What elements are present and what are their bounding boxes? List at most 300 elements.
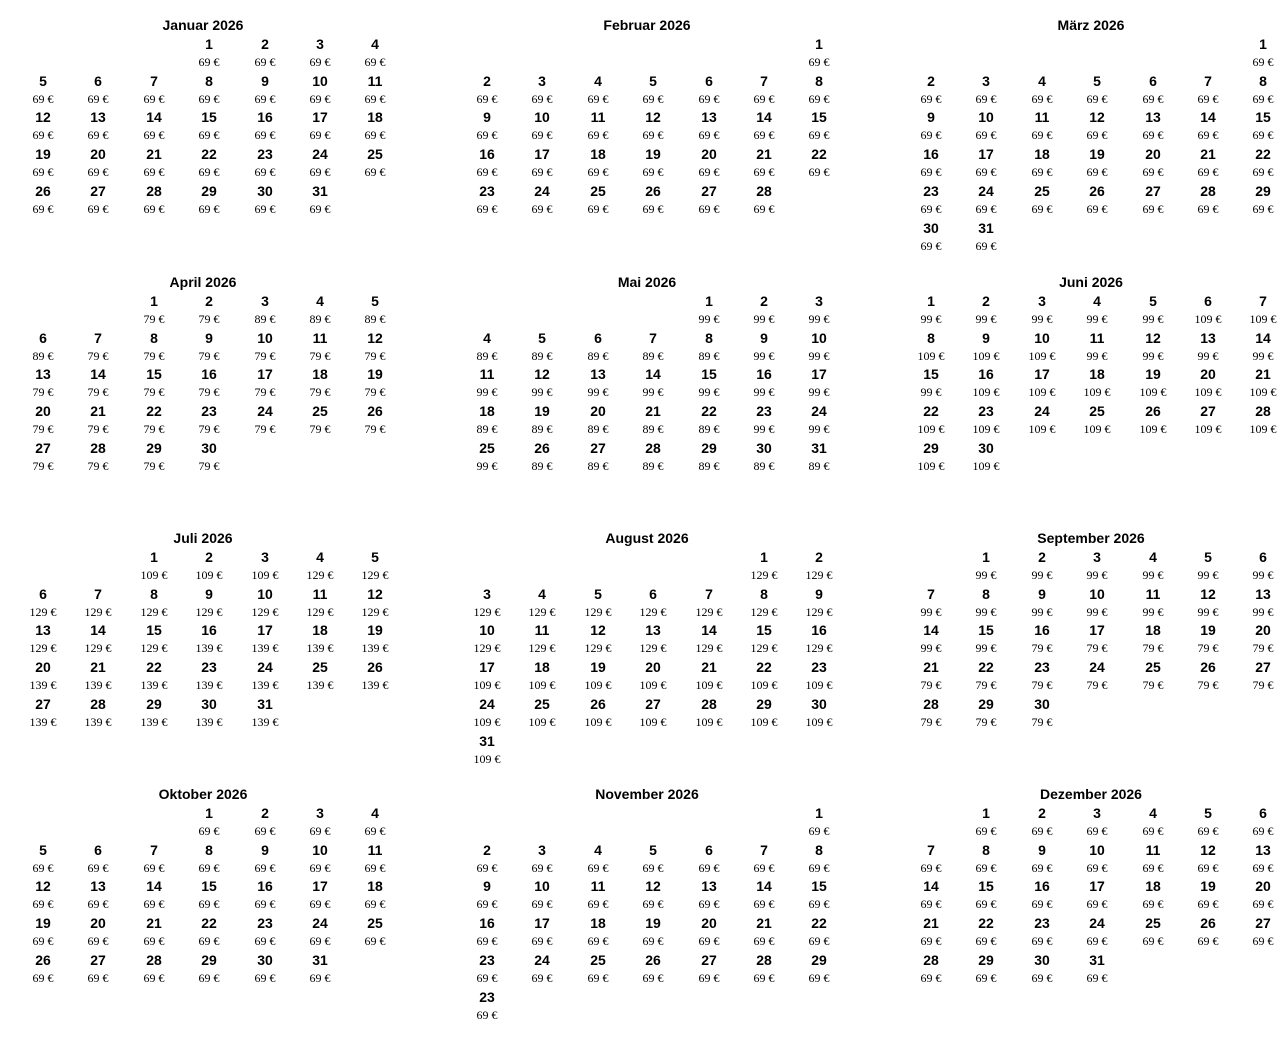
day-price: 69 € xyxy=(920,239,942,253)
day-number: 2 xyxy=(1038,805,1046,821)
day-number: 23 xyxy=(479,183,495,199)
day-price: 99 € xyxy=(1142,349,1164,363)
day-number: 20 xyxy=(590,403,606,419)
day-number: 27 xyxy=(1255,915,1271,931)
day-number: 6 xyxy=(1149,73,1157,89)
day-price: 69 € xyxy=(254,971,276,985)
day-number: 26 xyxy=(645,952,661,968)
day-number: 25 xyxy=(1145,915,1161,931)
day-number: 14 xyxy=(1255,330,1271,346)
month-title: November 2026 xyxy=(595,786,699,802)
day-number: 26 xyxy=(1145,403,1161,419)
day-price: 69 € xyxy=(1086,861,1108,875)
day-price: 69 € xyxy=(1142,861,1164,875)
day-number: 24 xyxy=(534,183,550,199)
day-number: 26 xyxy=(1200,915,1216,931)
day-number: 14 xyxy=(756,878,772,894)
day-price: 109 € xyxy=(750,678,778,692)
day-price: 79 € xyxy=(143,459,165,473)
day-price: 69 € xyxy=(32,165,54,179)
day-number: 28 xyxy=(1200,183,1216,199)
day-number: 24 xyxy=(811,403,827,419)
day-price: 69 € xyxy=(975,934,997,948)
day-number: 9 xyxy=(760,330,768,346)
day-price: 79 € xyxy=(1197,641,1219,655)
day-price: 109 € xyxy=(195,568,223,582)
day-price: 129 € xyxy=(473,641,501,655)
day-price: 69 € xyxy=(309,824,331,838)
day-price: 79 € xyxy=(87,459,109,473)
day-number: 4 xyxy=(316,293,324,309)
day-price: 69 € xyxy=(1142,128,1164,142)
day-price: 69 € xyxy=(920,861,942,875)
day-number: 14 xyxy=(645,366,661,382)
day-number: 24 xyxy=(312,146,328,162)
day-price: 109 € xyxy=(695,678,723,692)
day-number: 6 xyxy=(649,586,657,602)
day-price: 69 € xyxy=(198,165,220,179)
day-number: 23 xyxy=(923,183,939,199)
day-price: 79 € xyxy=(1031,641,1053,655)
day-number: 3 xyxy=(316,36,324,52)
day-number: 13 xyxy=(35,622,51,638)
day-price: 109 € xyxy=(1139,422,1167,436)
day-number: 2 xyxy=(483,73,491,89)
day-number: 15 xyxy=(1255,109,1271,125)
day-price: 79 € xyxy=(1086,678,1108,692)
day-number: 6 xyxy=(94,73,102,89)
day-number: 25 xyxy=(590,952,606,968)
day-number: 11 xyxy=(1145,586,1161,602)
day-number: 21 xyxy=(146,146,162,162)
day-number: 3 xyxy=(538,842,546,858)
day-number: 1 xyxy=(760,549,768,565)
day-price: 69 € xyxy=(1086,971,1108,985)
day-number: 5 xyxy=(1093,73,1101,89)
day-number: 3 xyxy=(1038,293,1046,309)
day-price: 79 € xyxy=(143,349,165,363)
day-price: 69 € xyxy=(808,934,830,948)
day-number: 25 xyxy=(1089,403,1105,419)
day-number: 31 xyxy=(312,952,328,968)
day-number: 24 xyxy=(479,696,495,712)
day-number: 24 xyxy=(1089,915,1105,931)
day-number: 2 xyxy=(483,842,491,858)
day-number: 15 xyxy=(701,366,717,382)
day-price: 69 € xyxy=(975,239,997,253)
day-price: 69 € xyxy=(1197,824,1219,838)
day-number: 11 xyxy=(1034,109,1050,125)
day-price: 69 € xyxy=(642,971,664,985)
day-price: 109 € xyxy=(1139,385,1167,399)
day-number: 28 xyxy=(701,696,717,712)
day-price: 109 € xyxy=(1028,349,1056,363)
day-price: 69 € xyxy=(364,165,386,179)
day-number: 24 xyxy=(978,183,994,199)
day-price: 69 € xyxy=(198,824,220,838)
day-price: 69 € xyxy=(309,861,331,875)
day-number: 26 xyxy=(35,952,51,968)
day-price: 89 € xyxy=(808,459,830,473)
day-number: 3 xyxy=(261,549,269,565)
day-price: 89 € xyxy=(476,349,498,363)
day-price: 69 € xyxy=(198,971,220,985)
day-price: 69 € xyxy=(531,165,553,179)
day-number: 16 xyxy=(978,366,994,382)
month-title: Mai 2026 xyxy=(617,274,677,290)
day-number: 23 xyxy=(1034,659,1050,675)
day-price: 79 € xyxy=(364,385,386,399)
day-number: 1 xyxy=(927,293,935,309)
day-number: 22 xyxy=(201,146,217,162)
day-number: 28 xyxy=(645,440,661,456)
day-number: 11 xyxy=(1089,330,1105,346)
day-price: 139 € xyxy=(140,678,168,692)
day-price: 69 € xyxy=(642,897,664,911)
day-number: 22 xyxy=(201,915,217,931)
day-number: 9 xyxy=(1038,586,1046,602)
day-price: 69 € xyxy=(642,92,664,106)
day-number: 9 xyxy=(205,586,213,602)
day-number: 24 xyxy=(312,915,328,931)
day-price: 99 € xyxy=(1086,349,1108,363)
day-price: 69 € xyxy=(198,92,220,106)
day-price: 69 € xyxy=(753,934,775,948)
day-price: 69 € xyxy=(476,202,498,216)
day-number: 8 xyxy=(205,73,213,89)
day-number: 18 xyxy=(367,109,383,125)
day-price: 99 € xyxy=(920,605,942,619)
day-number: 19 xyxy=(1200,878,1216,894)
day-price: 69 € xyxy=(143,202,165,216)
day-price: 69 € xyxy=(1252,92,1274,106)
day-price: 89 € xyxy=(309,312,331,326)
day-number: 21 xyxy=(645,403,661,419)
day-price: 129 € xyxy=(750,568,778,582)
day-number: 4 xyxy=(371,805,379,821)
day-number: 16 xyxy=(923,146,939,162)
month-title: Juni 2026 xyxy=(1059,274,1123,290)
day-price: 79 € xyxy=(87,385,109,399)
day-price: 109 € xyxy=(917,349,945,363)
day-price: 69 € xyxy=(587,897,609,911)
day-price: 99 € xyxy=(920,385,942,399)
day-number: 5 xyxy=(649,73,657,89)
day-price: 89 € xyxy=(32,349,54,363)
day-number: 6 xyxy=(1259,805,1267,821)
day-number: 19 xyxy=(35,146,51,162)
day-number: 2 xyxy=(261,36,269,52)
day-price: 69 € xyxy=(920,934,942,948)
day-number: 1 xyxy=(982,805,990,821)
day-price: 109 € xyxy=(528,678,556,692)
day-number: 5 xyxy=(371,293,379,309)
day-price: 109 € xyxy=(917,459,945,473)
day-number: 9 xyxy=(261,73,269,89)
day-price: 79 € xyxy=(309,422,331,436)
day-number: 17 xyxy=(257,622,273,638)
day-price: 69 € xyxy=(32,128,54,142)
day-number: 13 xyxy=(701,109,717,125)
day-number: 18 xyxy=(1145,622,1161,638)
day-price: 79 € xyxy=(198,349,220,363)
day-number: 31 xyxy=(479,733,495,749)
day-price: 69 € xyxy=(143,897,165,911)
day-number: 27 xyxy=(90,183,106,199)
day-number: 8 xyxy=(150,330,158,346)
month-title: Februar 2026 xyxy=(603,17,691,33)
day-price: 69 € xyxy=(753,971,775,985)
day-price: 69 € xyxy=(531,934,553,948)
day-price: 129 € xyxy=(29,605,57,619)
day-price: 69 € xyxy=(920,128,942,142)
day-price: 69 € xyxy=(32,202,54,216)
day-price: 69 € xyxy=(808,55,830,69)
day-number: 11 xyxy=(312,586,328,602)
day-price: 69 € xyxy=(1142,934,1164,948)
day-number: 6 xyxy=(94,842,102,858)
day-price: 69 € xyxy=(698,897,720,911)
day-price: 109 € xyxy=(805,715,833,729)
day-number: 29 xyxy=(756,696,772,712)
day-number: 17 xyxy=(312,109,328,125)
day-number: 10 xyxy=(534,878,550,894)
day-price: 69 € xyxy=(198,861,220,875)
day-number: 20 xyxy=(35,659,51,675)
day-number: 10 xyxy=(312,842,328,858)
day-number: 21 xyxy=(90,659,106,675)
day-number: 17 xyxy=(1089,878,1105,894)
day-number: 6 xyxy=(39,330,47,346)
day-price: 99 € xyxy=(1142,312,1164,326)
day-price: 79 € xyxy=(1142,678,1164,692)
day-price: 69 € xyxy=(698,934,720,948)
day-number: 20 xyxy=(1145,146,1161,162)
day-number: 13 xyxy=(701,878,717,894)
day-price: 109 € xyxy=(972,349,1000,363)
day-number: 27 xyxy=(35,440,51,456)
day-price: 99 € xyxy=(698,312,720,326)
day-price: 109 € xyxy=(639,715,667,729)
day-number: 3 xyxy=(261,293,269,309)
day-price: 89 € xyxy=(642,422,664,436)
day-number: 20 xyxy=(1255,878,1271,894)
day-price: 69 € xyxy=(309,55,331,69)
day-number: 7 xyxy=(927,842,935,858)
day-number: 18 xyxy=(479,403,495,419)
day-number: 15 xyxy=(811,878,827,894)
day-price: 79 € xyxy=(309,385,331,399)
day-price: 69 € xyxy=(753,128,775,142)
day-price: 69 € xyxy=(254,92,276,106)
day-number: 27 xyxy=(590,440,606,456)
day-number: 8 xyxy=(760,586,768,602)
day-number: 29 xyxy=(146,440,162,456)
day-price: 89 € xyxy=(698,349,720,363)
day-price: 139 € xyxy=(84,678,112,692)
day-number: 9 xyxy=(1038,842,1046,858)
day-price: 109 € xyxy=(528,715,556,729)
day-price: 69 € xyxy=(32,861,54,875)
day-price: 69 € xyxy=(642,128,664,142)
day-number: 6 xyxy=(39,586,47,602)
day-price: 139 € xyxy=(195,641,223,655)
day-number: 27 xyxy=(35,696,51,712)
day-number: 29 xyxy=(146,696,162,712)
day-price: 79 € xyxy=(254,385,276,399)
day-number: 8 xyxy=(1259,73,1267,89)
day-number: 11 xyxy=(1145,842,1161,858)
day-number: 3 xyxy=(483,586,491,602)
day-price: 69 € xyxy=(1197,202,1219,216)
day-price: 109 € xyxy=(1194,422,1222,436)
day-price: 69 € xyxy=(587,971,609,985)
day-price: 79 € xyxy=(198,385,220,399)
day-price: 79 € xyxy=(309,349,331,363)
day-price: 69 € xyxy=(920,971,942,985)
day-number: 4 xyxy=(1149,805,1157,821)
day-price: 99 € xyxy=(920,641,942,655)
day-price: 129 € xyxy=(695,605,723,619)
day-price: 69 € xyxy=(254,861,276,875)
day-number: 23 xyxy=(1034,915,1050,931)
day-number: 4 xyxy=(594,73,602,89)
day-price: 109 € xyxy=(584,715,612,729)
day-price: 99 € xyxy=(975,312,997,326)
month-title: Januar 2026 xyxy=(162,17,244,33)
day-number: 20 xyxy=(701,915,717,931)
day-price: 129 € xyxy=(140,641,168,655)
day-number: 13 xyxy=(590,366,606,382)
day-price: 69 € xyxy=(1142,92,1164,106)
day-number: 15 xyxy=(978,878,994,894)
day-number: 15 xyxy=(201,878,217,894)
day-price: 99 € xyxy=(587,385,609,399)
day-number: 10 xyxy=(312,73,328,89)
day-price: 69 € xyxy=(254,202,276,216)
day-price: 69 € xyxy=(1086,165,1108,179)
day-number: 25 xyxy=(367,915,383,931)
day-price: 99 € xyxy=(1086,605,1108,619)
day-number: 7 xyxy=(94,330,102,346)
day-price: 69 € xyxy=(1197,128,1219,142)
day-number: 4 xyxy=(371,36,379,52)
day-price: 79 € xyxy=(975,715,997,729)
day-price: 69 € xyxy=(1252,861,1274,875)
day-number: 14 xyxy=(90,622,106,638)
day-number: 18 xyxy=(590,146,606,162)
day-number: 19 xyxy=(1145,366,1161,382)
day-number: 3 xyxy=(1093,549,1101,565)
day-price: 69 € xyxy=(808,92,830,106)
day-price: 99 € xyxy=(1142,568,1164,582)
day-number: 17 xyxy=(479,659,495,675)
day-price: 69 € xyxy=(642,861,664,875)
day-number: 5 xyxy=(371,549,379,565)
day-price: 69 € xyxy=(698,861,720,875)
day-number: 16 xyxy=(756,366,772,382)
day-number: 23 xyxy=(257,146,273,162)
day-number: 13 xyxy=(1255,842,1271,858)
day-price: 69 € xyxy=(32,897,54,911)
day-price: 69 € xyxy=(1252,934,1274,948)
day-number: 30 xyxy=(257,952,273,968)
day-number: 16 xyxy=(479,146,495,162)
day-number: 1 xyxy=(150,549,158,565)
day-number: 15 xyxy=(923,366,939,382)
day-price: 69 € xyxy=(587,861,609,875)
day-price: 69 € xyxy=(587,202,609,216)
day-price: 89 € xyxy=(476,422,498,436)
day-number: 8 xyxy=(982,842,990,858)
day-number: 2 xyxy=(927,73,935,89)
day-number: 28 xyxy=(923,696,939,712)
day-number: 29 xyxy=(701,440,717,456)
day-number: 1 xyxy=(1259,36,1267,52)
day-price: 79 € xyxy=(975,678,997,692)
day-number: 12 xyxy=(35,109,51,125)
day-number: 3 xyxy=(1093,805,1101,821)
day-price: 69 € xyxy=(476,897,498,911)
day-number: 24 xyxy=(257,403,273,419)
day-price: 129 € xyxy=(84,605,112,619)
day-price: 69 € xyxy=(1031,934,1053,948)
day-price: 129 € xyxy=(528,605,556,619)
day-price: 69 € xyxy=(975,824,997,838)
day-number: 12 xyxy=(1089,109,1105,125)
day-number: 28 xyxy=(756,183,772,199)
day-number: 8 xyxy=(205,842,213,858)
day-price: 69 € xyxy=(1086,897,1108,911)
day-number: 25 xyxy=(312,659,328,675)
day-price: 69 € xyxy=(1142,824,1164,838)
day-number: 29 xyxy=(978,952,994,968)
day-number: 21 xyxy=(923,915,939,931)
day-number: 1 xyxy=(815,36,823,52)
day-number: 12 xyxy=(534,366,550,382)
day-price: 69 € xyxy=(1031,202,1053,216)
day-price: 69 € xyxy=(808,861,830,875)
day-number: 17 xyxy=(811,366,827,382)
day-number: 16 xyxy=(201,366,217,382)
day-number: 18 xyxy=(1034,146,1050,162)
day-price: 69 € xyxy=(1142,165,1164,179)
day-number: 15 xyxy=(978,622,994,638)
day-number: 31 xyxy=(978,220,994,236)
day-number: 16 xyxy=(1034,622,1050,638)
day-number: 17 xyxy=(534,146,550,162)
day-price: 69 € xyxy=(1142,202,1164,216)
day-price: 69 € xyxy=(1197,934,1219,948)
day-number: 14 xyxy=(146,878,162,894)
day-price: 69 € xyxy=(975,861,997,875)
day-number: 7 xyxy=(649,330,657,346)
day-number: 30 xyxy=(811,696,827,712)
day-number: 18 xyxy=(1089,366,1105,382)
day-price: 99 € xyxy=(1031,312,1053,326)
day-price: 99 € xyxy=(698,385,720,399)
day-number: 14 xyxy=(90,366,106,382)
day-price: 89 € xyxy=(642,349,664,363)
day-number: 10 xyxy=(1089,842,1105,858)
day-number: 26 xyxy=(590,696,606,712)
day-price: 109 € xyxy=(473,715,501,729)
day-price: 99 € xyxy=(476,459,498,473)
day-number: 22 xyxy=(701,403,717,419)
day-price: 69 € xyxy=(32,971,54,985)
day-price: 99 € xyxy=(1031,568,1053,582)
day-price: 69 € xyxy=(587,128,609,142)
